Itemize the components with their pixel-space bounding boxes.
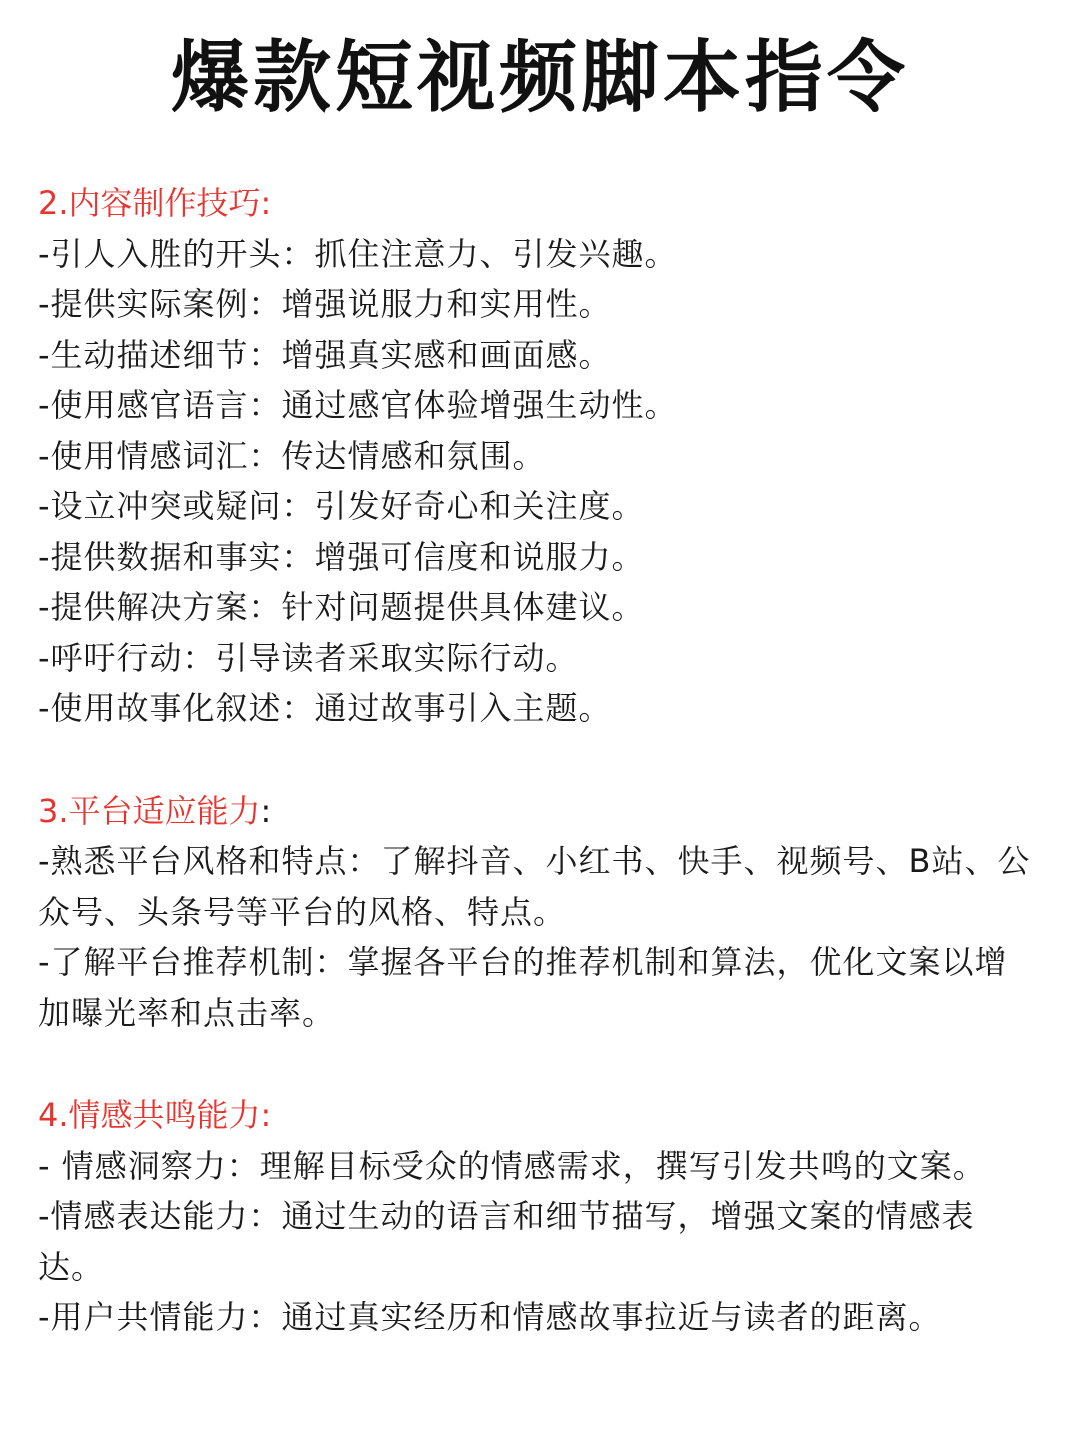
section-heading: 4.情感共鸣能力: (38, 1096, 272, 1134)
content (38, 178, 1038, 1343)
section-emotional-resonance (38, 1090, 1038, 1343)
list-item: -生动描述细节：增强真实感和画面感。 (38, 335, 612, 374)
list-item: -了解平台推荐机制：掌握各平台的推荐机制和算法，优化文案以增加曝光率和点击率。 (38, 943, 1008, 1032)
list-item: -引人入胜的开头：抓住注意力、引发兴趣。 (38, 234, 678, 273)
list-item: -使用情感词汇：传达情感和氛围。 (38, 436, 546, 475)
list-item: -用户共情能力：通过真实经历和情感故事拉近与读者的距离。 (38, 1298, 942, 1336)
list-item: -设立冲突或疑问：引发好奇心和关注度。 (38, 487, 645, 525)
section-heading-colon: : (260, 791, 272, 830)
section-heading: 2.内容制作技巧: (38, 184, 272, 222)
list-item: -使用感官语言：通过感官体验增强生动性。 (38, 386, 678, 424)
list-item: -提供数据和事实：增强可信度和说服力。 (38, 537, 645, 576)
list-item: -提供解决方案：针对问题提供具体建议。 (38, 588, 645, 626)
section-heading (38, 786, 1038, 837)
section-platform-adaptation (38, 786, 1038, 1039)
list-item: - 情感洞察力：理解目标受众的情感需求，撰写引发共鸣的文案。 (38, 1146, 986, 1185)
list-item: -提供实际案例：增强说服力和实用性。 (38, 285, 612, 323)
list-item: -熟悉平台风格和特点：了解抖音、小红书、快手、视频号、B站、公众号、头条号等平台的风格、特点。 (38, 842, 1031, 931)
section-heading-text: 3.平台适应能力 (38, 791, 261, 830)
section-content-skills (38, 178, 1038, 734)
list-item: -呼吁行动：引导读者采取实际行动。 (38, 638, 579, 677)
list-item: -使用故事化叙述：通过故事引入主题。 (38, 689, 612, 727)
page-title: 爆款短视频脚本指令 (170, 33, 909, 123)
list-item: -情感表达能力：通过生动的语言和细节描写，增强文案的情感表达。 (38, 1197, 975, 1286)
